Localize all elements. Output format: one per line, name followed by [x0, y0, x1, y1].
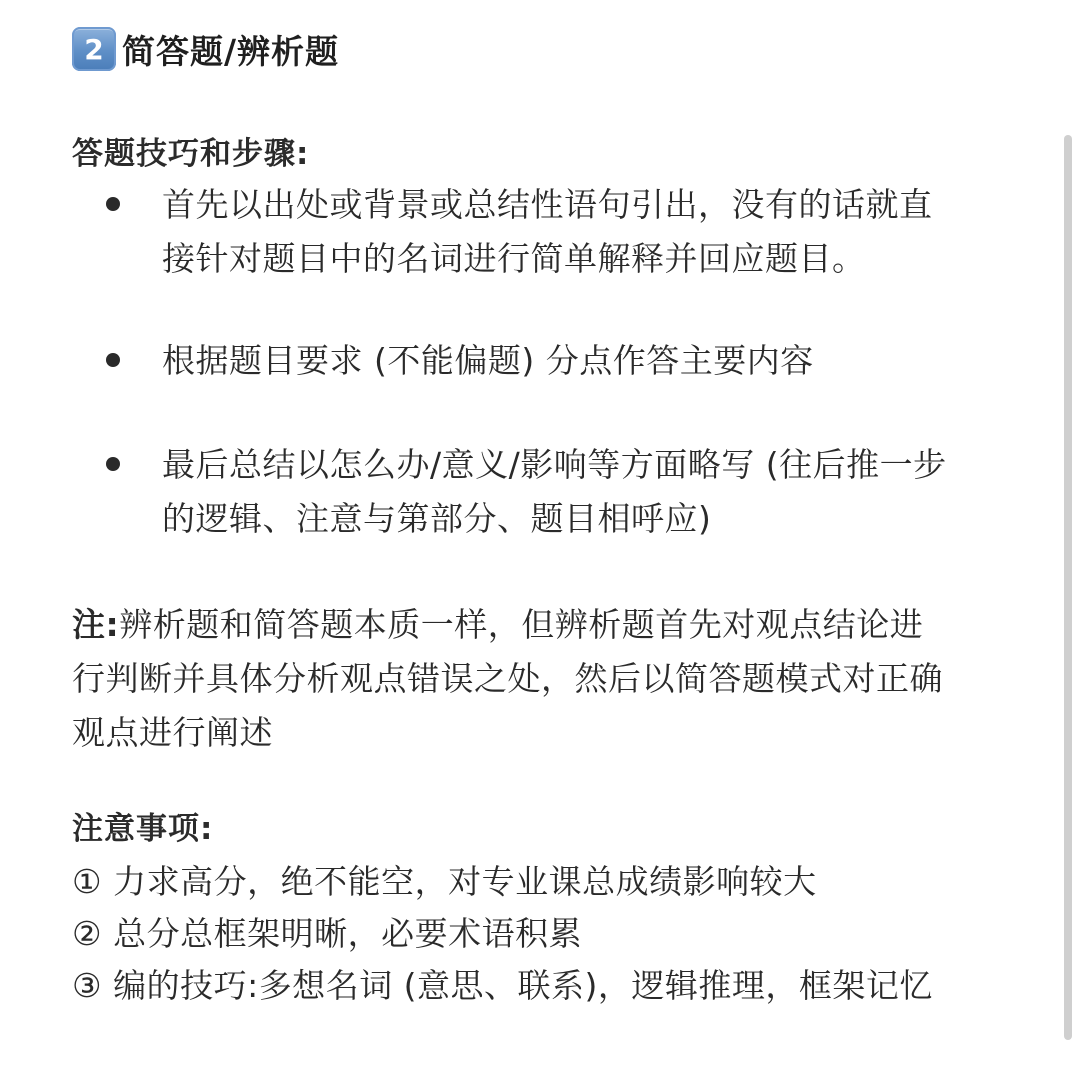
- note-line: 观点进行阐述: [72, 713, 273, 752]
- list-item-text: [162, 334, 1012, 388]
- note-line: [72, 598, 1012, 652]
- attention-item: ③ 编的技巧:多想名词 (意思、联系)，逻辑推理，框架记忆: [72, 966, 933, 1005]
- page-title: 简答题/辨析题: [122, 31, 340, 71]
- steps-heading: 答题技巧和步骤:: [72, 136, 310, 172]
- list-item-line: 接针对题目中的名词进行简单解释并回应题目。: [162, 239, 866, 278]
- list-item-line: 首先以出处或背景或总结性语句引出，没有的话就直: [162, 185, 933, 224]
- list-item-text: [162, 178, 1012, 286]
- list-item-line: 的逻辑、注意与第部分、题目相呼应): [162, 499, 712, 538]
- bullet-dot-icon: [106, 457, 120, 471]
- attention-item: ② 总分总框架明晰，必要术语积累: [72, 914, 583, 953]
- note-label: 注:: [72, 605, 120, 644]
- scrollbar[interactable]: [1064, 135, 1072, 1040]
- note-text: 辨析题和简答题本质一样，但辨析题首先对观点结论进: [119, 605, 924, 644]
- bullet-dot-icon: [106, 197, 120, 211]
- page-header: [72, 26, 339, 72]
- attention-item: ① 力求高分，绝不能空，对专业课总成绩影响较大: [72, 862, 817, 901]
- note-paragraph: [72, 598, 1012, 760]
- list-item-text: [162, 438, 1012, 546]
- bullet-dot-icon: [106, 353, 120, 367]
- keycap-number-icon: 2: [72, 27, 116, 71]
- list-item-line: 根据题目要求 (不能偏题) 分点作答主要内容: [162, 341, 814, 380]
- note-line: 行判断并具体分析观点错误之处，然后以简答题模式对正确: [72, 659, 943, 698]
- list-item-line: 最后总结以怎么办/意义/影响等方面略写 (往后推一步: [162, 445, 947, 484]
- attention-heading: 注意事项:: [72, 811, 214, 847]
